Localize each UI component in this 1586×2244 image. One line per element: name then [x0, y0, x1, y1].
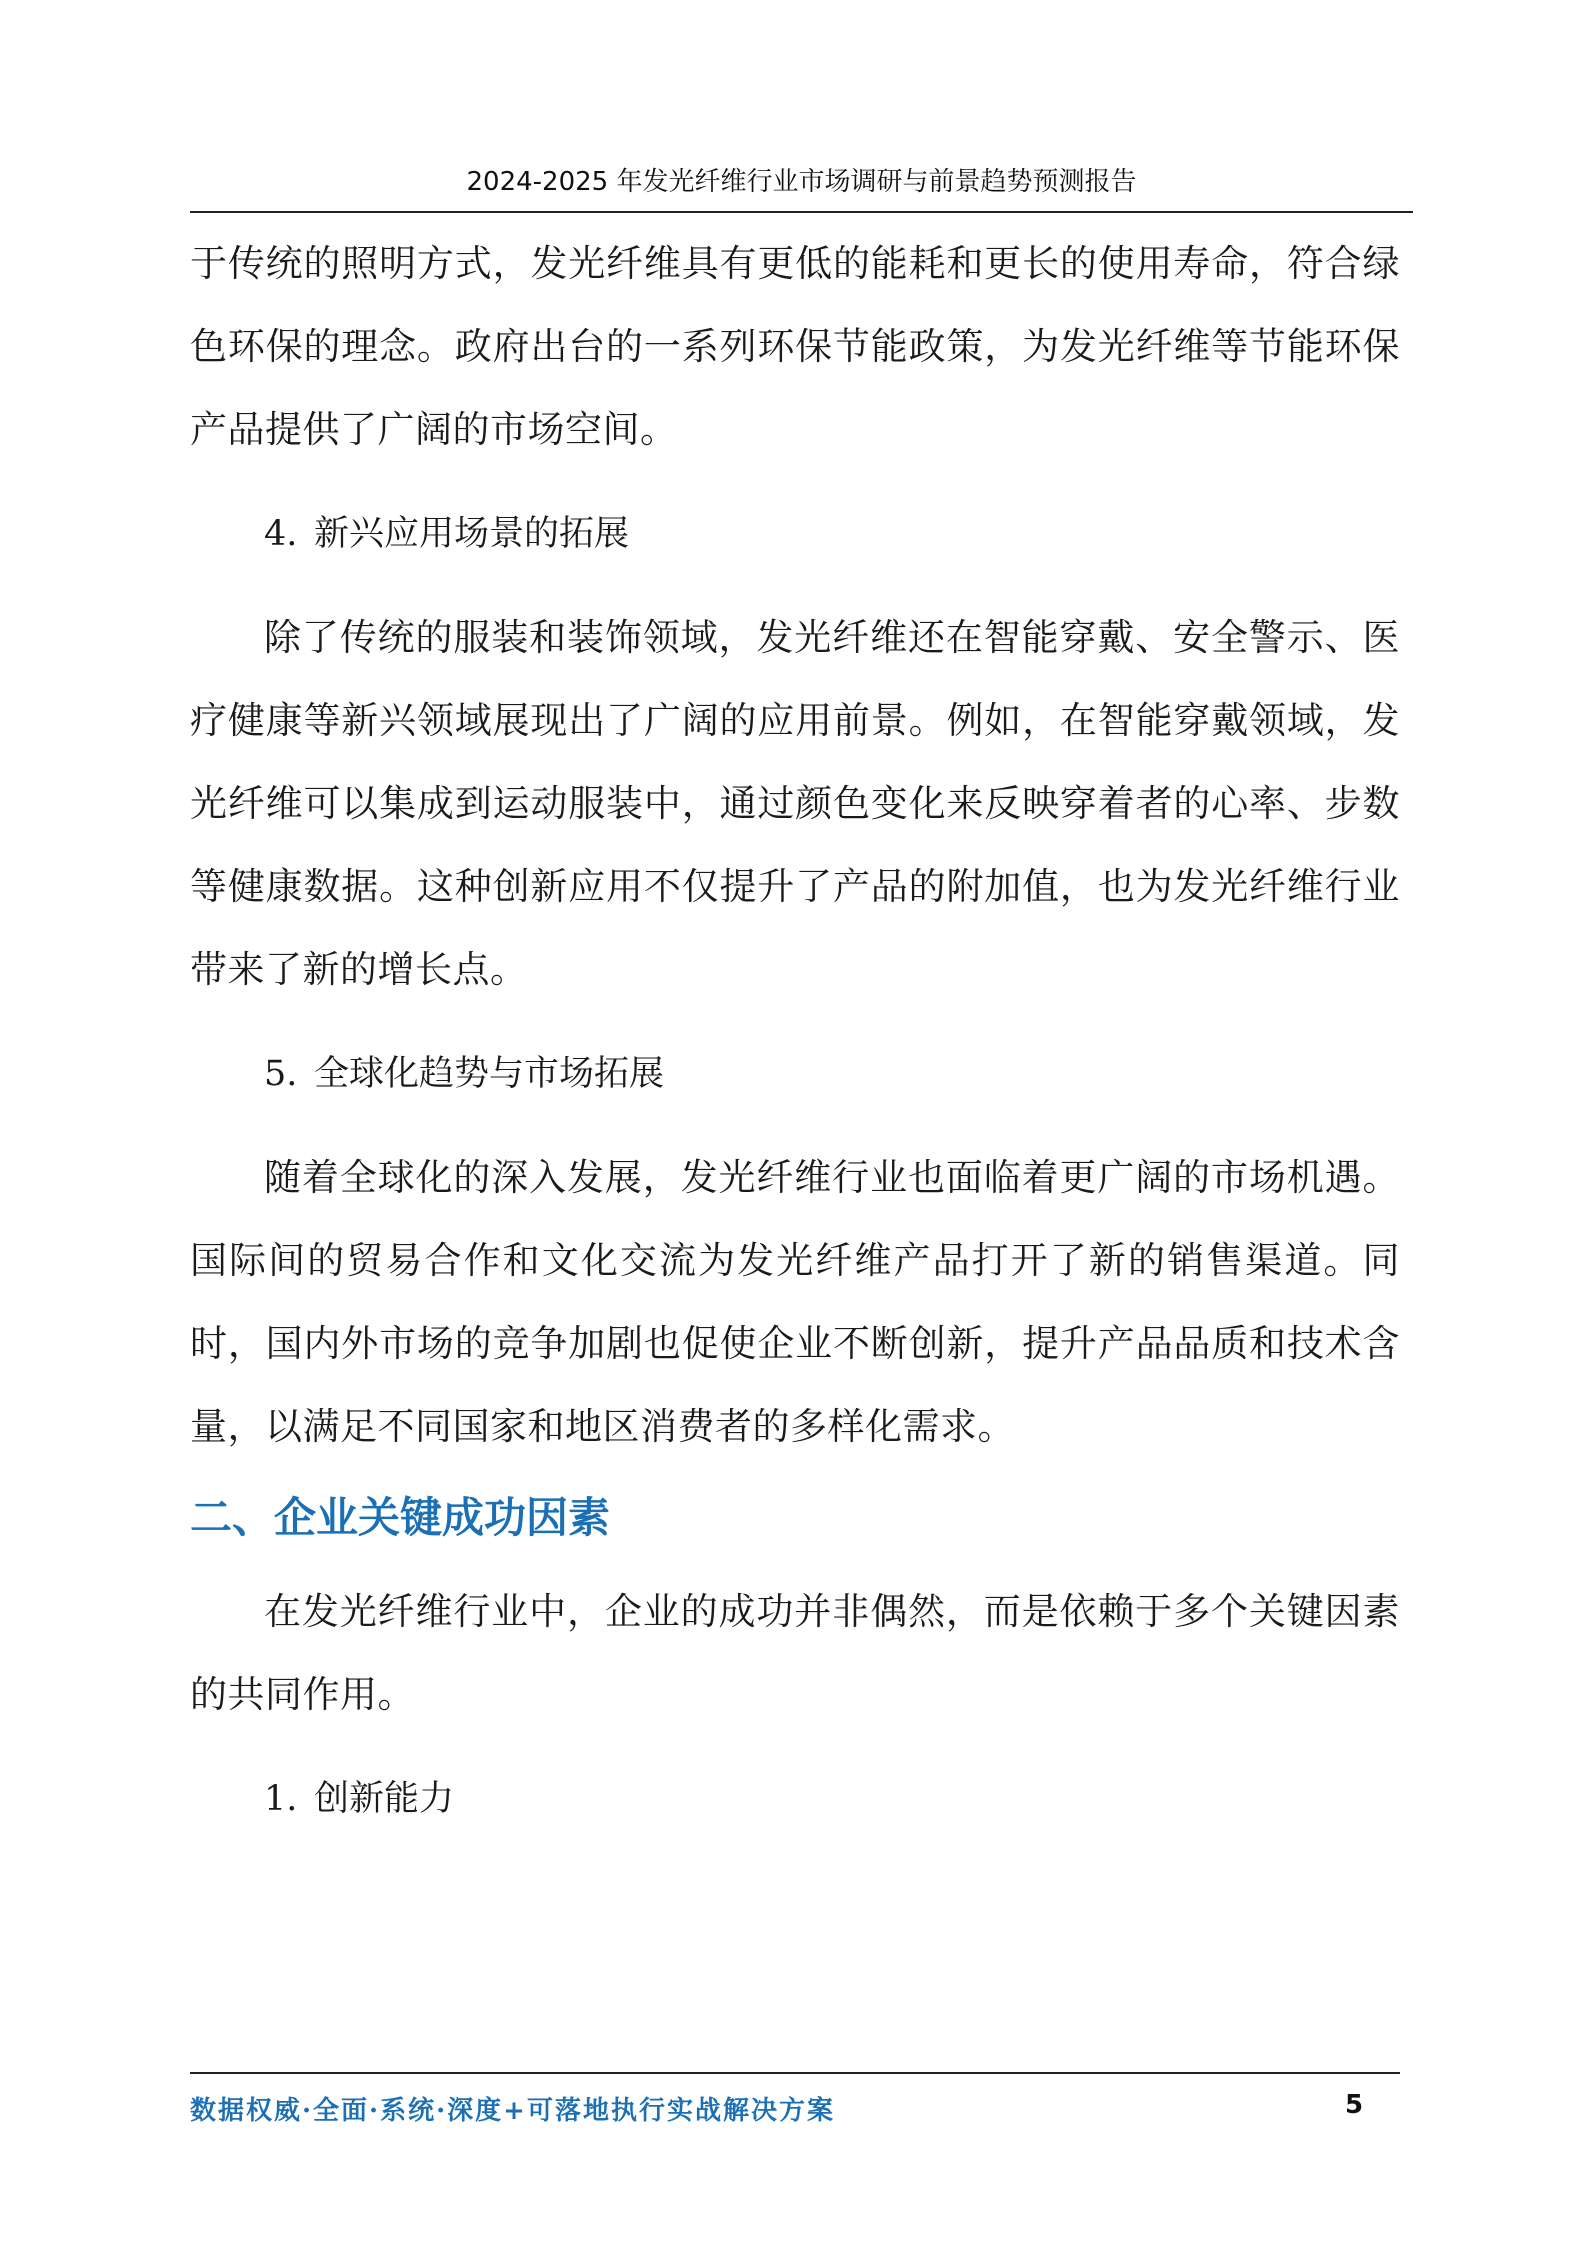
list-item-label: 全球化趋势与市场拓展: [314, 1054, 665, 1094]
list-item-1: [190, 1774, 1400, 1824]
page-content: [190, 222, 1400, 1824]
list-item-number: 4.: [264, 514, 298, 554]
list-item-4: [190, 509, 1400, 559]
paragraph-success-factors: 在发光纤维行业中，企业的成功并非偶然，而是依赖于多个关键因素的共同作用。: [190, 1590, 1400, 1716]
page-header: [190, 165, 1413, 213]
paragraph-energy-saving: 于传统的照明方式，发光纤维具有更低的能耗和更长的使用寿命，符合绿色环保的理念。政府出台的一系列环保节能政策，为发光纤维等节能环保产品提供了广阔的市场空间。: [190, 242, 1400, 451]
report-title: 2024-2025 年发光纤维行业市场调研与前景趋势预测报告: [466, 167, 1137, 197]
list-item-number: 5.: [264, 1054, 298, 1094]
page-number: 5: [1345, 2090, 1364, 2120]
paragraph-globalization: 随着全球化的深入发展，发光纤维行业也面临着更广阔的市场机遇。国际间的贸易合作和文化交流为发光纤维产品打开了新的销售渠道。同时，国内外市场的竞争加剧也促使企业不断创新，提升产品品质和技术含量，以满足不同国家和地区消费者的多样化需求。: [190, 1156, 1400, 1448]
footer-slogan: 数据权威·全面·系统·深度+可落地执行实战解决方案: [190, 2096, 835, 2126]
section-heading: 二、企业关键成功因素: [190, 1493, 611, 1542]
list-item-number: 1.: [264, 1779, 298, 1819]
list-item-label: 新兴应用场景的拓展: [314, 514, 630, 554]
paragraph-new-applications: 除了传统的服装和装饰领域，发光纤维还在智能穿戴、安全警示、医疗健康等新兴领域展现出了广阔的应用前景。例如，在智能穿戴领域，发光纤维可以集成到运动服装中，通过颜色变化来反映穿着者的心率、步数等健康数据。这种创新应用不仅提升了产品的附加值，也为发光纤维行业带来了新的增长点。: [190, 616, 1400, 991]
footer-divider: [190, 2072, 1400, 2074]
list-item-label: 创新能力: [314, 1779, 455, 1819]
list-item-5: [190, 1049, 1400, 1099]
